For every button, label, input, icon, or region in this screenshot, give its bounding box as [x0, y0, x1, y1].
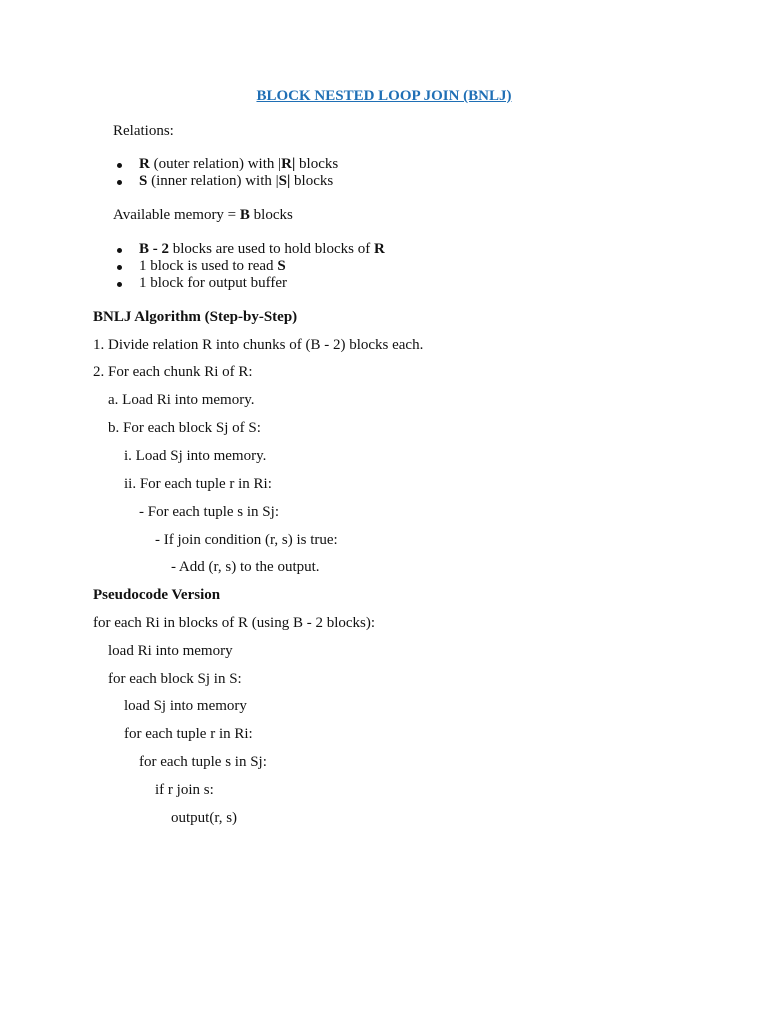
relation-item-s: S (inner relation) with |S| blocks — [139, 173, 338, 190]
memory-item-output: 1 block for output buffer — [139, 275, 385, 292]
memory-item-inner: 1 block is used to read S — [139, 258, 385, 275]
algorithm-step: 2. For each chunk Ri of R: — [93, 364, 253, 380]
relations-list — [139, 156, 338, 190]
pseudocode-line: for each tuple s in Sj: — [139, 754, 267, 770]
available-memory-line: Available memory = B blocks — [113, 207, 293, 223]
memory-allocation-list — [139, 241, 385, 292]
pseudocode-line: for each tuple r in Ri: — [124, 726, 253, 742]
algorithm-step: - Add (r, s) to the output. — [171, 559, 320, 575]
pseudocode-line: for each block Sj in S: — [108, 671, 242, 687]
pseudocode-heading: Pseudocode Version — [93, 587, 221, 603]
algorithm-step: b. For each block Sj of S: — [108, 420, 261, 436]
pseudocode-line: load Ri into memory — [108, 643, 233, 659]
document-title: BLOCK NESTED LOOP JOIN (BNLJ) — [256, 88, 512, 104]
algorithm-step: - If join condition (r, s) is true: — [155, 532, 338, 548]
algorithm-step: - For each tuple s in Sj: — [139, 504, 279, 520]
pseudocode-line: if r join s: — [155, 782, 214, 798]
algorithm-step: 1. Divide relation R into chunks of (B - 2) blocks each. — [93, 337, 424, 353]
pseudocode-line: load Sj into memory — [124, 698, 247, 714]
algorithm-step: a. Load Ri into memory. — [108, 392, 255, 408]
pseudocode-line: for each Ri in blocks of R (using B - 2 blocks): — [93, 615, 376, 631]
relations-label: Relations: — [113, 123, 174, 139]
relation-item-r: R (outer relation) with |R| blocks — [139, 156, 339, 172]
algorithm-heading: BNLJ Algorithm (Step-by-Step) — [93, 309, 298, 325]
pseudocode-line: output(r, s) — [171, 810, 238, 826]
algorithm-step: ii. For each tuple r in Ri: — [124, 476, 272, 492]
algorithm-step: i. Load Sj into memory. — [124, 448, 267, 464]
memory-item-outer: B - 2 blocks are used to hold blocks of R — [139, 241, 385, 257]
